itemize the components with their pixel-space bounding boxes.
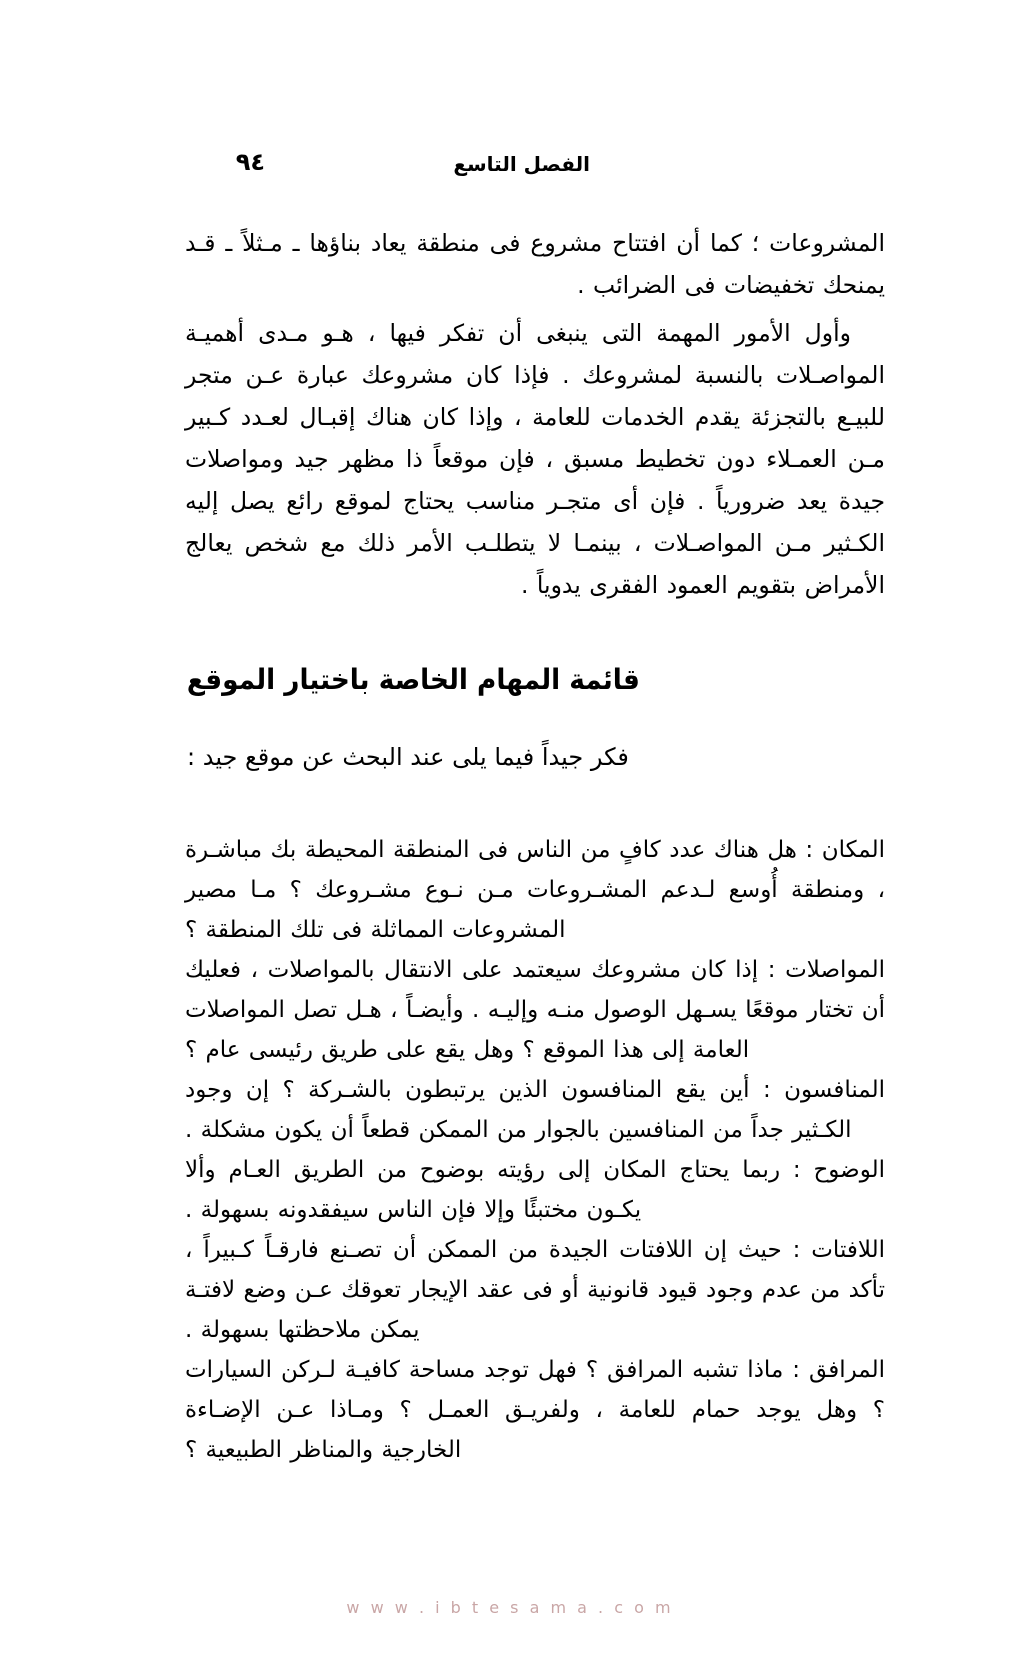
- checklist-item-visibility: الوضوح : ربما يحتاج المكان إلى رؤيته بوضوح من الطريق العـام وألا يكـون مختبئًا وإلا فإن الناس سيفقدونه بسهولة .: [185, 1157, 885, 1223]
- chapter-label: الفصل التاسع: [453, 152, 590, 176]
- body-paragraph-2: وأول الأمور المهمة التى ينبغى أن تفكر فيها ، هـو مـدى أهميـة المواصـلات بالنسبة لمشروعك . فإذا كان مشروعك عبارة عـن متجر للبيـع بالتجزئة يقدم الخدمات للعامة ، وإذا كان هناك إقبـال لعـدد كـبير مـن العمـلاء دون تخطيط مسبق ، فإن موقعاً ذا مظهر جيد ومواصلات جيدة يعد ضرورياً . فإن أى متجـر مناسب يحتاج لموقع رائع يصل إليه الكـثير مـن المواصـلات ، بينمـا لا يتطلـب الأمر ذلك مع شخص يعالج الأمراض بتقويم العمود الفقرى يدوياً .: [185, 319, 885, 599]
- section-intro-line: فكر جيداً فيما يلى عند البحث عن موقع جيد :: [187, 743, 629, 771]
- footer-watermark: w w w . i b t e s a m a . c o m: [346, 1598, 674, 1617]
- page-number: ٩٤: [235, 148, 265, 176]
- checklist-item-location: المكان : هل هناك عدد كافٍ من الناس فى المنطقة المحيطة بك مباشـرة ، ومنطقة أُوسع لـدعم المشـروعات مـن نـوع مشـروعك ؟ مـا مصير المشروعات المماثلة فى تلك المنطقة ؟: [185, 837, 885, 943]
- running-head: [135, 148, 885, 188]
- checklist-item-facilities: المرافق : ماذا تشبه المرافق ؟ فهل توجد مساحة كافيـة لـركن السيارات ؟ وهل يوجد حمام للعامة ، ولفريـق العمـل ؟ ومـاذا عـن الإضـاءة الخارجية والمناظر الطبيعية ؟: [185, 1357, 885, 1463]
- body-paragraph-1: المشروعات ؛ كما أن افتتاح مشروع فى منطقة يعاد بناؤها ـ مـثلاً ـ قـد يمنحك تخفيضات فى الضرائب .: [185, 229, 885, 299]
- section-heading: قائمة المهام الخاصة باختيار الموقع: [186, 663, 640, 696]
- checklist-item-transport: المواصلات : إذا كان مشروعك سيعتمد على الانتقال بالمواصلات ، فعليك أن تختار موقعًا يسـهل الوصول منـه وإليـه . وأيضـاً ، هـل تصل المواصلات العامة إلى هذا الموقع ؟ وهل يقع على طريق رئيسى عام ؟: [185, 957, 885, 1063]
- section-gap-top: [185, 606, 885, 658]
- checklist-item-signage: اللافتات : حيث إن اللافتات الجيدة من الممكن أن تصـنع فارقـاً كـبيراً ، تأكد من عدم وجود قيود قانونية أو فى عقد الإيجار تعوقك عـن وضع لافتـة يمكن ملاحظتها بسهولة .: [185, 1237, 885, 1343]
- checklist-item-competitors: المنافسون : أين يقع المنافسون الذين يرتبطون بالشـركة ؟ إن وجود الكـثير جداً من المنافسين بالجوار من الممكن قطعاً أن يكون مشكلة .: [185, 1077, 885, 1143]
- heading-gap: [185, 702, 885, 736]
- checklist-gap-top: [185, 778, 885, 830]
- page-content: [185, 222, 885, 1470]
